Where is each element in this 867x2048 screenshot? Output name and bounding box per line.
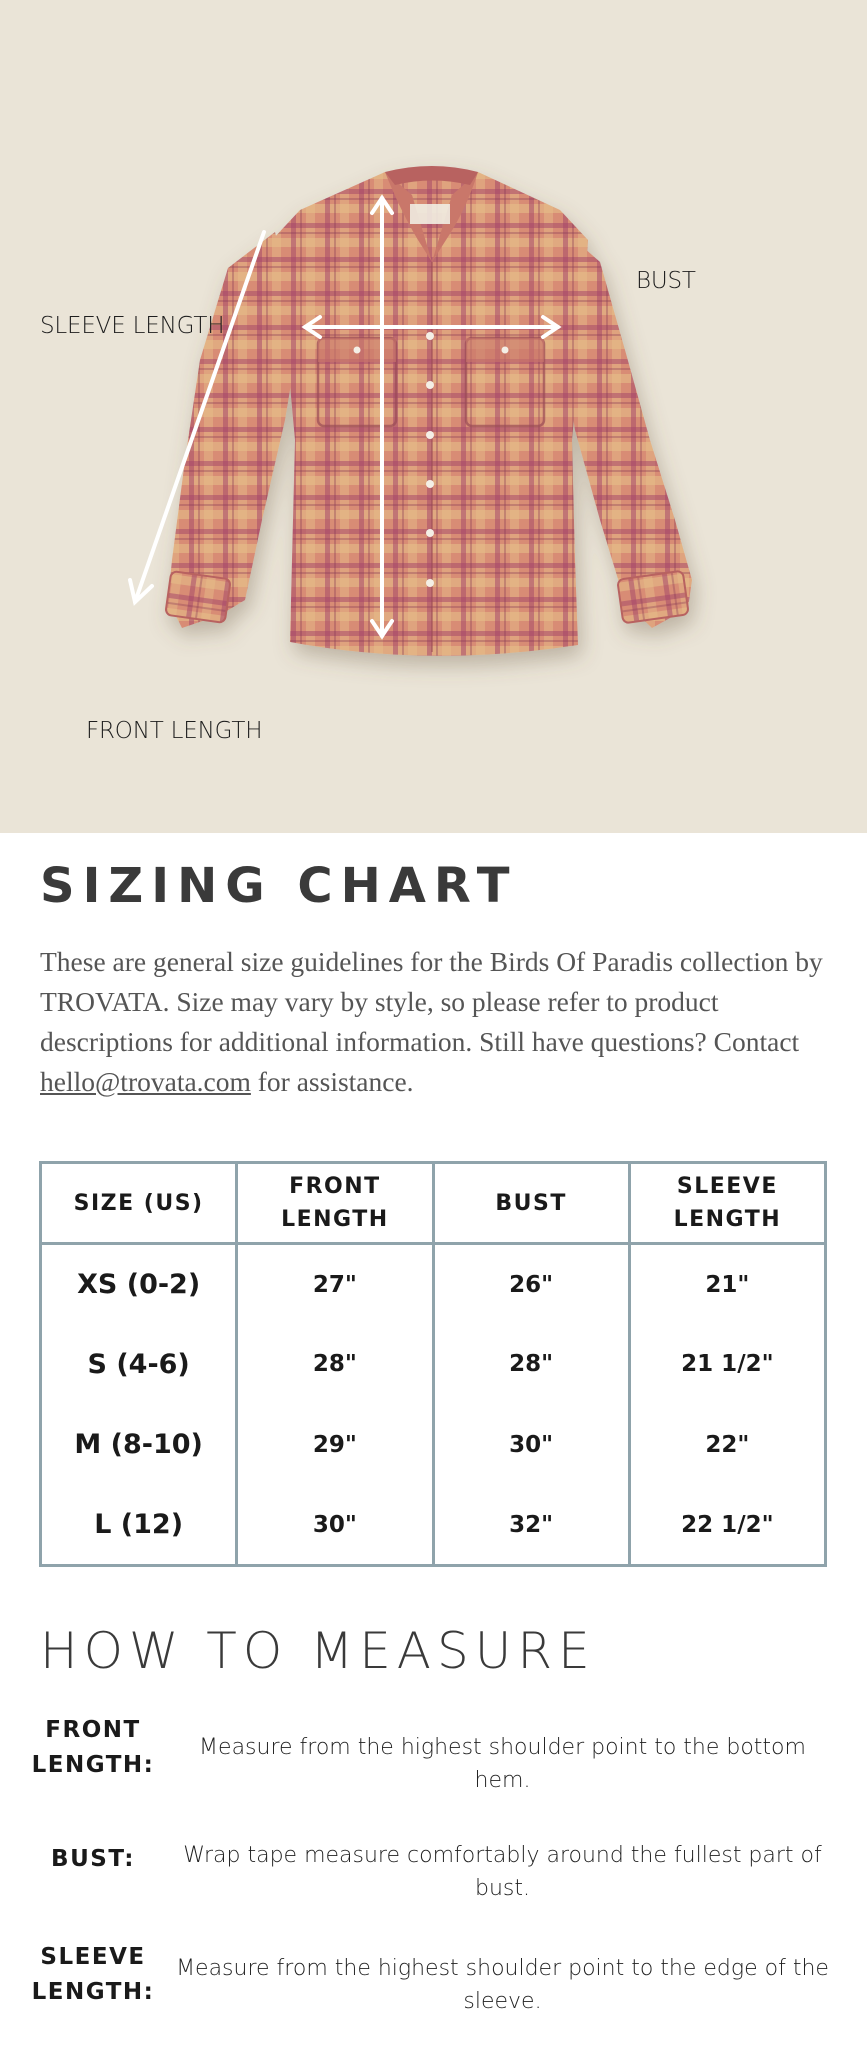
- front-length-cell: 28": [237, 1324, 433, 1405]
- measure-description: Measure from the highest shoulder point to the edge of the sleeve.: [176, 1956, 829, 2014]
- header-size: SIZE (US): [41, 1163, 237, 1244]
- bust-cell: 30": [433, 1405, 629, 1486]
- measure-description: Wrap tape measure comfortably around the fullest part of bust.: [183, 1843, 822, 1901]
- header-sleeve-length: SLEEVE LENGTH: [629, 1163, 825, 1244]
- sizing-intro-text: [40, 942, 840, 1102]
- size-cell: M (8-10): [41, 1405, 237, 1486]
- size-cell: S (4-6): [41, 1324, 237, 1405]
- plaid-shirt-illustration: [0, 0, 867, 833]
- size-table: [39, 1161, 827, 1567]
- sleeve-length-cell: 21 1/2": [629, 1324, 825, 1405]
- size-cell: XS (0-2): [41, 1244, 237, 1325]
- intro-suffix: for assistance.: [250, 1066, 414, 1097]
- measure-term: FRONT LENGTH:: [31, 1717, 155, 1778]
- sleeve-length-cell: 22 1/2": [629, 1485, 825, 1566]
- contact-email-link[interactable]: hello@trovata.com: [40, 1066, 251, 1097]
- measure-description: Measure from the highest shoulder point to the bottom hem.: [199, 1735, 806, 1793]
- table-row: [41, 1405, 826, 1486]
- sleeve-length-cell: 22": [629, 1405, 825, 1486]
- table-row: [41, 1485, 826, 1566]
- table-row: [41, 1324, 826, 1405]
- size-cell: L (12): [41, 1485, 237, 1566]
- front-length-cell: 27": [237, 1244, 433, 1325]
- front-length-cell: 30": [237, 1485, 433, 1566]
- product-hero-image: [0, 0, 867, 833]
- header-bust: BUST: [433, 1163, 629, 1244]
- sizing-chart-title: SIZING CHART: [40, 858, 518, 914]
- sleeve-length-cell: 21": [629, 1244, 825, 1325]
- intro-text: These are general size guidelines for the Birds Of Paradis collection by TROVATA. Size may vary by style, so please refer to product descriptions for additional information. Still have questions? Contact: [40, 946, 823, 1057]
- how-to-measure-title: HOW TO MEASURE: [40, 1622, 596, 1680]
- bust-cell: 32": [433, 1485, 629, 1566]
- bust-cell: 26": [433, 1244, 629, 1325]
- bust-label: BUST: [636, 268, 696, 294]
- table-row: [41, 1244, 826, 1325]
- bust-cell: 28": [433, 1324, 629, 1405]
- sleeve-length-label: SLEEVE LENGTH: [40, 313, 225, 339]
- measure-term: SLEEVE LENGTH:: [31, 1944, 155, 2005]
- front-length-cell: 29": [237, 1405, 433, 1486]
- front-length-label: FRONT LENGTH: [86, 718, 263, 744]
- measure-term: BUST:: [51, 1846, 135, 1872]
- header-front-length: FRONT LENGTH: [237, 1163, 433, 1244]
- size-table-header-row: [41, 1163, 826, 1244]
